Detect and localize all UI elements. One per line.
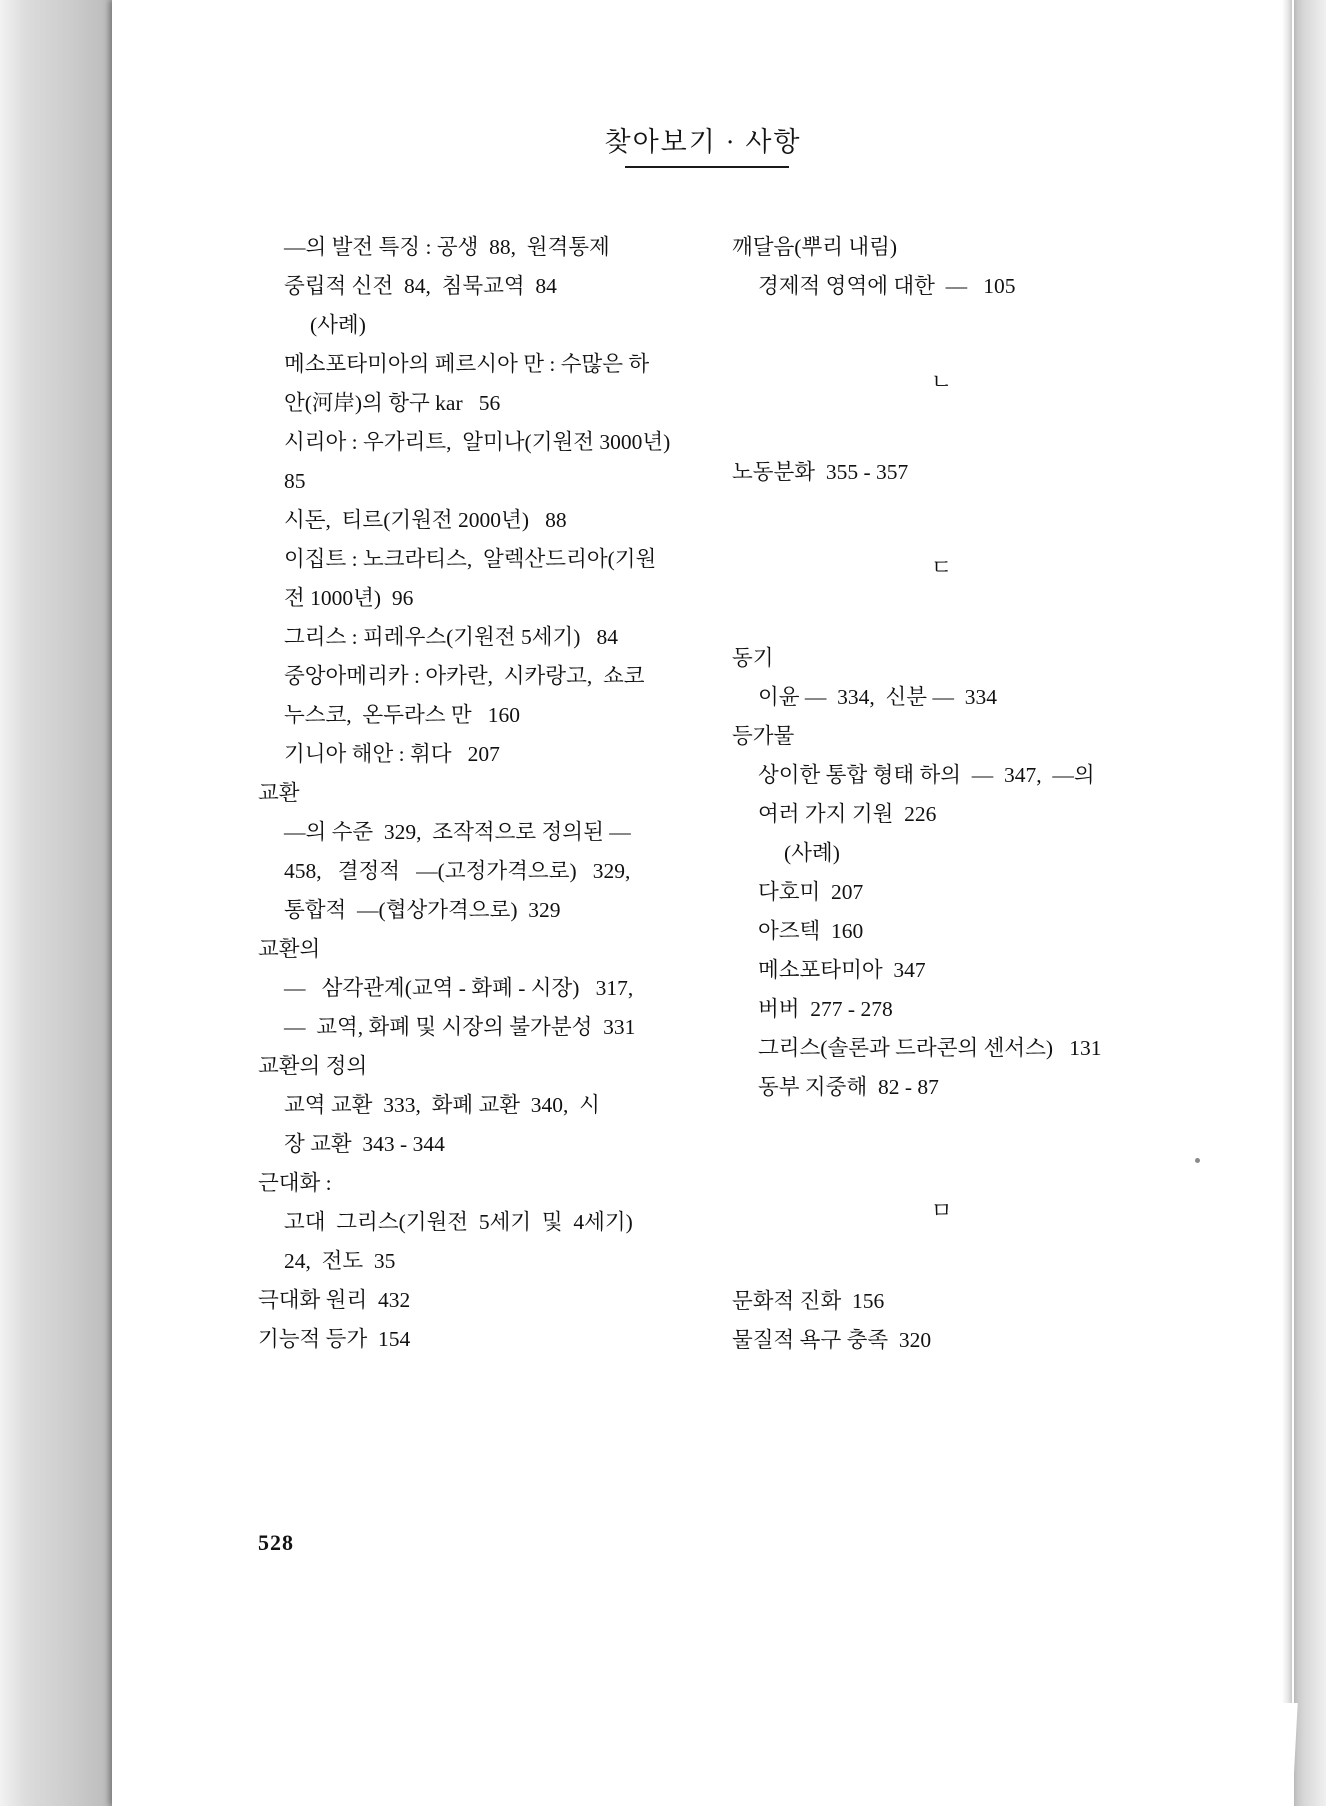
index-subentry-line: 장 교환 343 - 344: [284, 1132, 445, 1156]
index-entry-heading: 교환: [258, 781, 300, 805]
index-subentry-line: 전 1000년) 96: [284, 586, 414, 610]
index-letter-divider: ㄷ: [930, 555, 954, 580]
index-subentry-line: 24, 전도 35: [284, 1249, 396, 1273]
index-subentry-line: 이집트 : 노크라티스, 알렉산드리아(기원: [284, 547, 657, 571]
index-subentry-line: 시돈, 티르(기원전 2000년) 88: [284, 508, 567, 532]
index-subentry-line: 시리아 : 우가리트, 알미나(기원전 3000년): [284, 430, 671, 454]
index-subentry-line: 메소포타미아 347: [758, 958, 926, 982]
index-subentry-line: 기니아 해안 : 휘다 207: [284, 742, 500, 766]
index-subentry-line: — 교역, 화폐 및 시장의 불가분성 331: [284, 1015, 636, 1039]
index-subentry-line: 중립적 신전 84, 침묵교역 84: [284, 274, 557, 298]
index-entry-heading: 극대화 원리 432: [258, 1288, 411, 1312]
index-subentry-line: 아즈텍 160: [758, 919, 864, 943]
index-spacer: [732, 1252, 1152, 1282]
index-subentry-line: 메소포타미아의 페르시아 만 : 수많은 하: [284, 352, 650, 376]
index-subentry-line: 안(河岸)의 항구 kar 56: [284, 391, 501, 415]
index-entry-heading: 깨달음(뿌리 내림): [732, 235, 898, 259]
index-subentry-line: 85: [284, 469, 306, 493]
scan-speck: [1195, 1158, 1200, 1163]
page-number: 528: [258, 1530, 294, 1555]
index-subentry-line: 중앙아메리카 : 아카란, 시카랑고, 쇼코: [284, 664, 645, 688]
index-spacer: [732, 609, 1152, 639]
index-entry-heading: 교환의 정의: [258, 1054, 368, 1078]
index-subentry-line: —의 수준 329, 조작적으로 정의된 —: [284, 820, 631, 844]
page-left-shadow: [0, 0, 130, 1806]
index-subentry-line: 다호미 207: [758, 880, 864, 904]
page-content: [112, 0, 1294, 1806]
index-subentry-line: 여러 가지 기원 226: [758, 802, 937, 826]
index-entry-heading: 노동분화 355 - 357: [732, 460, 909, 484]
running-head-rule: [625, 166, 789, 168]
index-entry-heading: 교환의: [258, 937, 321, 961]
index-subentry-line: — 삼각관계(교역 - 화폐 - 시장) 317,: [284, 976, 634, 1000]
index-spacer: [732, 492, 1152, 522]
page-right-shadow: [1290, 0, 1326, 1806]
index-entry-heading: 기능적 등가 154: [258, 1327, 411, 1351]
index-entry-heading: 문화적 진화 156: [732, 1289, 885, 1313]
index-subentry-line: 상이한 통합 형태 하의 — 347, —의: [758, 763, 1095, 787]
index-subentry-line: 그리스(솔론과 드라콘의 센서스) 131: [758, 1036, 1102, 1060]
index-subentry-line: 동부 지중해 82 - 87: [758, 1075, 939, 1099]
index-column-right: [732, 228, 1152, 1360]
index-subentry-line: 458, 결정적 —(고정가격으로) 329,: [284, 859, 631, 883]
index-subentry-line: 통합적 —(협상가격으로) 329: [284, 898, 561, 922]
index-subentry-line: 그리스 : 피레우스(기원전 5세기) 84: [284, 625, 619, 649]
index-entry-heading: 동기: [732, 646, 774, 670]
index-subentry-line: 누스코, 온두라스 만 160: [284, 703, 521, 727]
index-subentry-line: 경제적 영역에 대한 — 105: [758, 274, 1016, 298]
index-letter-divider: ㄴ: [930, 369, 954, 394]
index-subentry-line: 고대 그리스(기원전 5세기 및 4세기): [284, 1210, 633, 1234]
running-head: 찾아보기 · 사항: [604, 127, 802, 157]
index-spacer: [732, 1107, 1152, 1165]
index-subentry-note: (사례): [310, 313, 366, 337]
index-entry-heading: 등가물: [732, 724, 795, 748]
index-subentry-line: 교역 교환 333, 화폐 교환 340, 시: [284, 1093, 600, 1117]
index-subentry-line: 이윤 — 334, 신분 — 334: [758, 685, 997, 709]
index-spacer: [732, 306, 1152, 336]
index-subentry-note: (사례): [784, 841, 840, 865]
index-subentry-line: —의 발전 특징 : 공생 88, 원격통제: [284, 235, 610, 259]
index-entry-heading: 물질적 욕구 충족 320: [732, 1328, 932, 1352]
index-column-left: [258, 228, 688, 1359]
index-letter-divider: ㅁ: [930, 1198, 954, 1223]
index-spacer: [732, 423, 1152, 453]
index-subentry-line: 버버 277 - 278: [758, 997, 893, 1021]
index-entry-heading: 근대화 :: [258, 1171, 332, 1195]
